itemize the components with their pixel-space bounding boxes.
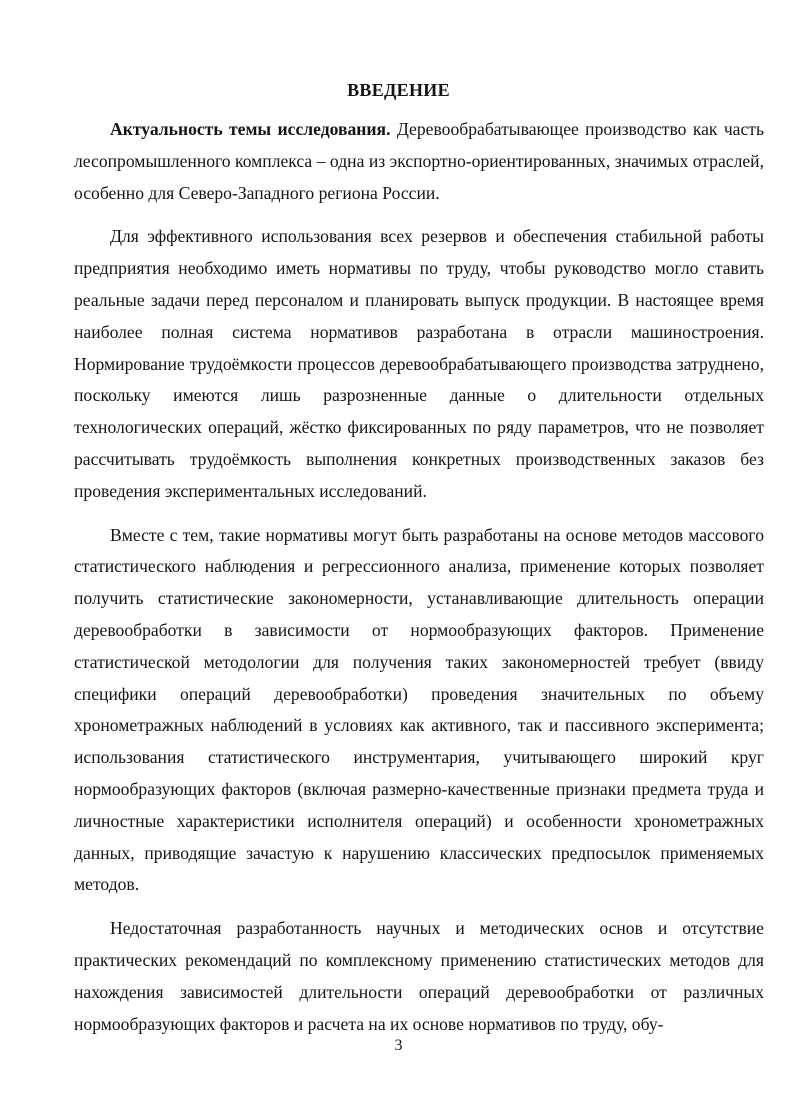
body-text: [74, 114, 764, 1040]
section-heading: ВВЕДЕНИЕ: [347, 80, 450, 100]
paragraph-text: Недостаточная разработанность научных и методических основ и отсутствие практических рекомендаций по комплексному применению статистических методов для нахождения зависимостей длительности операций деревообработки от различных нормообразующих факторов и расчета на их основе нормативов по труду, обу-: [74, 918, 764, 1034]
paragraph-lead: Актуальность темы исследования.: [110, 119, 391, 139]
page-number: 3: [394, 1037, 403, 1054]
paragraph-methods: [74, 520, 764, 902]
paragraph-text: Для эффективного использования всех резервов и обеспечения стабильной работы предприятия необходимо иметь нормативы по труду, чтобы руководство могло ставить реальные задачи перед персоналом и планировать выпуск продукции. В настоящее время наиболее полная система нормативов разработана в отрасли машиностроения. Нормирование трудоёмкости процессов деревообрабатывающего производства затруднено, поскольку имеются лишь разрозненные данные о длительности отдельных технологических операций, жёстко фиксированных по ряду параметров, что не позволяет рассчитывать трудоёмкость выполнения конкретных производственных заказов без проведения экспериментальных исследований.: [74, 226, 764, 501]
paragraph-text: Деревообрабатывающее производство как часть лесопромышленного комплекса – одна из экспортно-ориентированных, значимых отраслей, особенно для Северо-Западного региона России.: [74, 119, 764, 203]
paragraph-text: Вместе с тем, такие нормативы могут быть разработаны на основе методов массового статистического наблюдения и регрессионного анализа, применение которых позволяет получить статистические закономерности, устанавливающие длительность операции деревообработки в зависимости от нормообразующих факторов. Применение статистической методологии для получения таких закономерностей требует (ввиду специфики операций деревообработки) проведения значительных по объему хронометражных наблюдений в условиях как активного, так и пассивного эксперимента; использования статистического инструментария, учитывающего широкий круг нормообразующих факторов (включая размерно-качественные признаки предмета труда и личностные характеристики исполнителя операций) и особенности хронометражных данных, приводящие зачастую к нарушению классических предпосылок применяемых методов.: [74, 524, 764, 895]
paragraph-norms: [74, 221, 764, 507]
paragraph-insufficiency: [74, 913, 764, 1040]
paragraph-relevance: [74, 114, 764, 209]
